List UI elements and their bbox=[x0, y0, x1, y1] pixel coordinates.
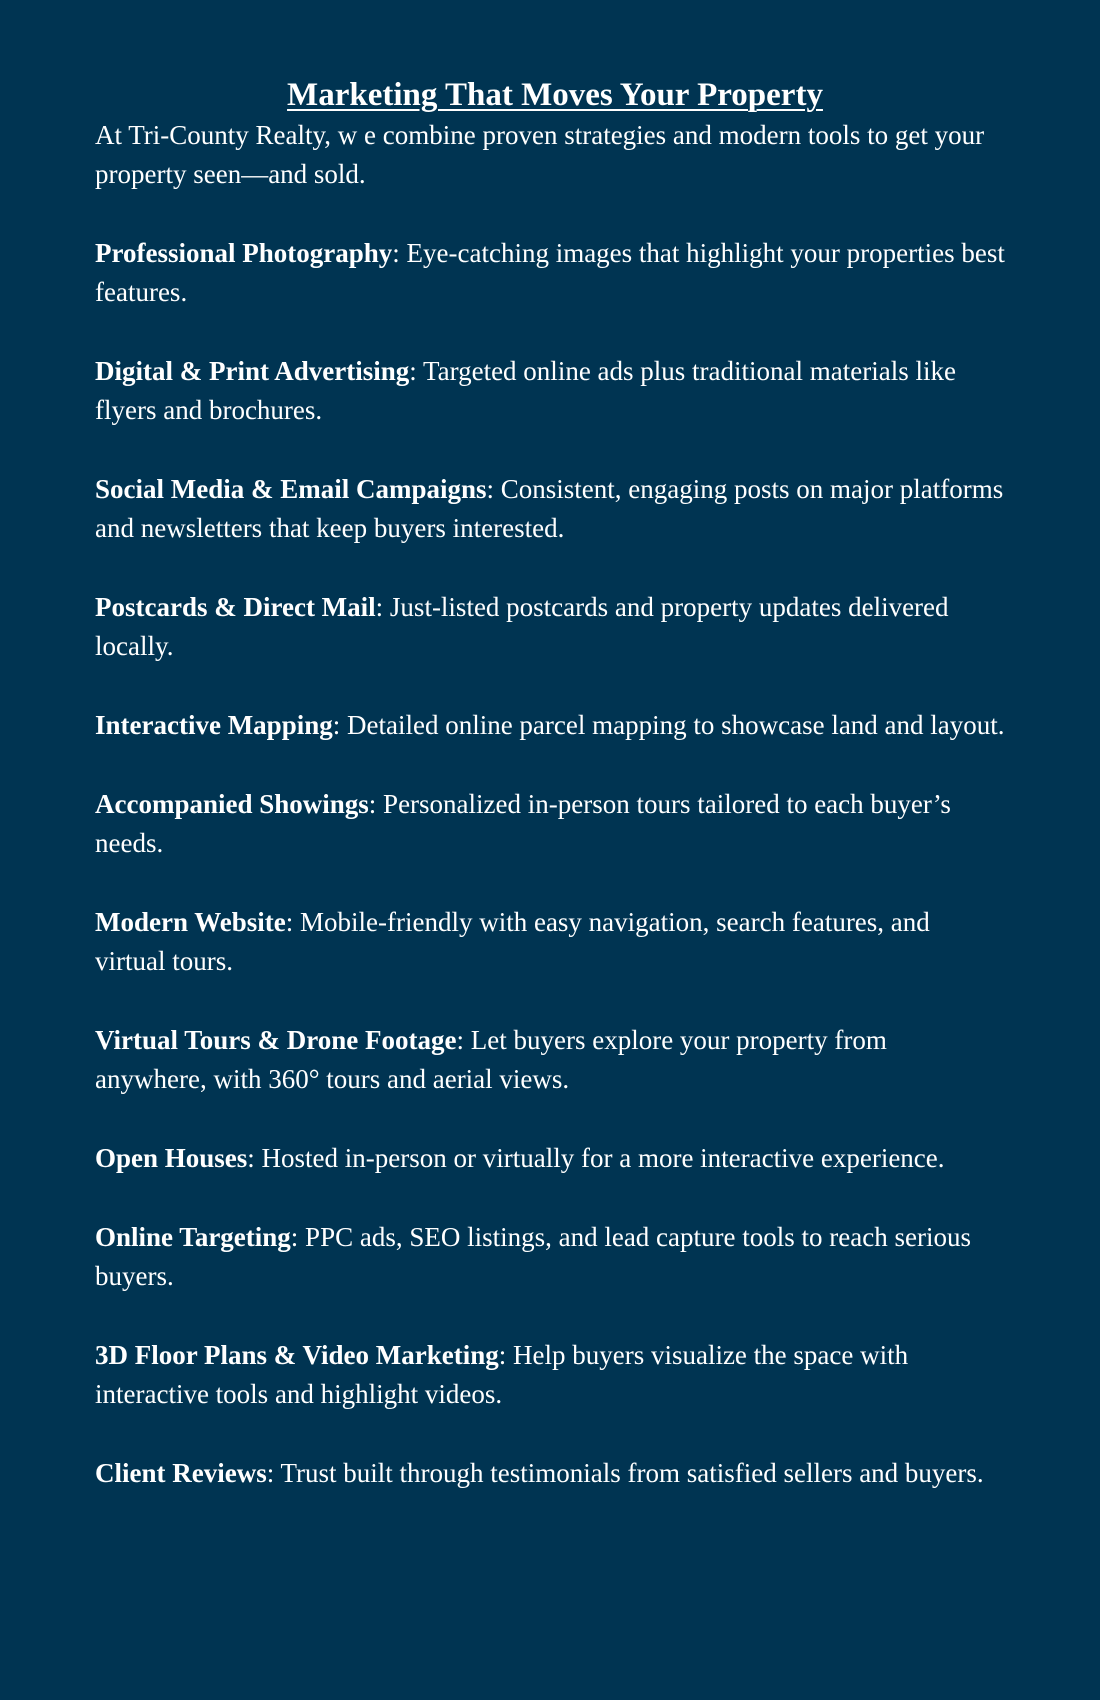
service-item bbox=[95, 1021, 1005, 1099]
intro-paragraph: At Tri-County Realty, w e combine proven strategies and modern tools to get your property seen—and sold. bbox=[95, 119, 985, 189]
service-description: : Mobile-friendly with easy navigation, search features, and virtual tours. bbox=[95, 906, 930, 976]
service-description: : Consistent, engaging posts on major platforms and newsletters that keep buyers interested. bbox=[95, 473, 1004, 543]
service-title: Online Targeting bbox=[95, 1221, 291, 1252]
page-title: Marketing That Moves Your Property bbox=[287, 77, 823, 113]
service-title: Interactive Mapping bbox=[95, 709, 333, 740]
service-item bbox=[95, 1336, 1005, 1414]
service-title: Postcards & Direct Mail bbox=[95, 591, 376, 622]
service-item bbox=[95, 785, 1005, 863]
service-description: : Hosted in-person or virtually for a more interactive experience. bbox=[247, 1142, 945, 1173]
service-title: Social Media & Email Campaigns bbox=[95, 473, 487, 504]
service-title: Accompanied Showings bbox=[95, 788, 369, 819]
service-item bbox=[95, 1139, 1005, 1178]
service-description: : Trust built through testimonials from satisfied sellers and buyers. bbox=[266, 1457, 984, 1488]
service-title: Digital & Print Advertising bbox=[95, 355, 410, 386]
service-title: Professional Photography bbox=[95, 237, 393, 268]
service-description: : Help buyers visualize the space with interactive tools and highlight videos. bbox=[95, 1339, 909, 1409]
service-list bbox=[95, 234, 1005, 1493]
service-item bbox=[95, 1218, 1005, 1296]
service-item bbox=[95, 470, 1005, 548]
service-description: : Targeted online ads plus traditional materials like flyers and brochures. bbox=[95, 355, 956, 425]
service-item bbox=[95, 1454, 1005, 1493]
service-description: : Eye-catching images that highlight your properties best features. bbox=[95, 237, 1005, 307]
service-description: : PPC ads, SEO listings, and lead capture tools to reach serious buyers. bbox=[95, 1221, 971, 1291]
service-title: Client Reviews bbox=[95, 1457, 267, 1488]
service-item bbox=[95, 234, 1005, 312]
service-item bbox=[95, 706, 1005, 745]
service-title: Virtual Tours & Drone Footage bbox=[95, 1024, 457, 1055]
service-description: : Personalized in-person tours tailored to each buyer’s needs. bbox=[95, 788, 951, 858]
service-title: Open Houses bbox=[95, 1142, 248, 1173]
service-item bbox=[95, 352, 1005, 430]
service-title: Modern Website bbox=[95, 906, 286, 937]
service-item bbox=[95, 588, 1005, 666]
service-description: : Just-listed postcards and property updates delivered locally. bbox=[95, 591, 949, 661]
service-description: : Let buyers explore your property from anywhere, with 360° tours and aerial views. bbox=[95, 1024, 887, 1094]
service-item bbox=[95, 903, 1005, 981]
service-title: 3D Floor Plans & Video Marketing bbox=[95, 1339, 499, 1370]
service-description: : Detailed online parcel mapping to showcase land and layout. bbox=[332, 709, 1005, 740]
